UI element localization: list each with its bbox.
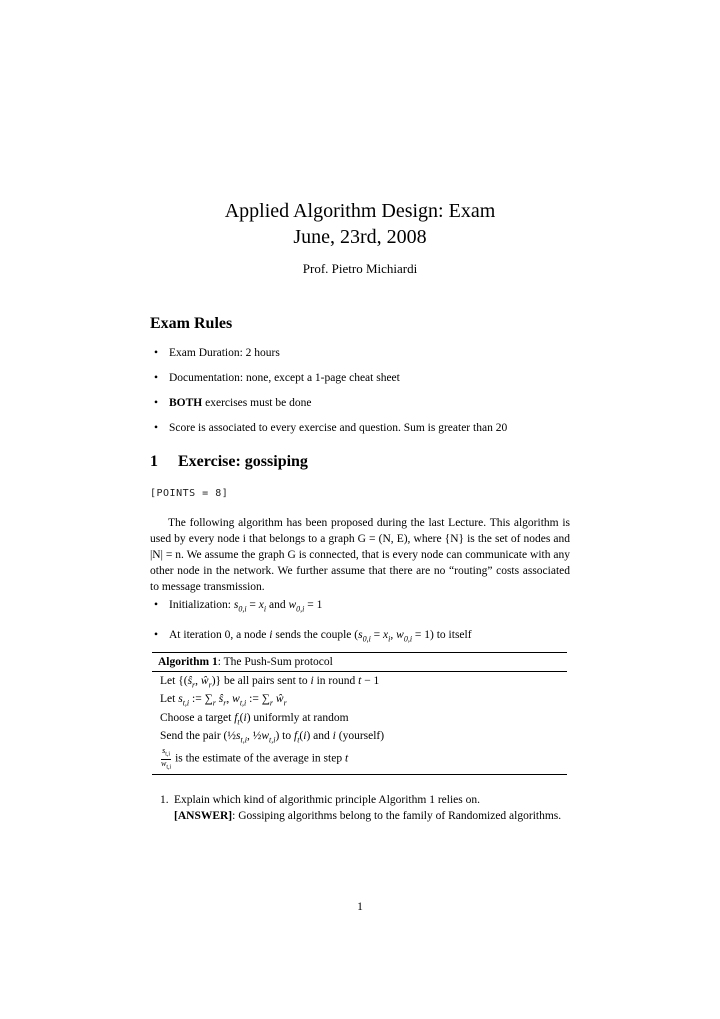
init-item [150,628,570,646]
bullet-icon: • [154,372,159,384]
algorithm-line: Let {($ŝ_r$, $ŵ_r$)} be all pairs sent to i in round t − 1 [160,675,380,690]
algorithm-body [152,672,567,775]
document-date: June, 23rd, 2008 [293,226,427,248]
init-item-text: At iteration 0, a node i sends the couple ($s_{0,i} = x_i$, $w_{0,i} = 1$) to itself [169,629,472,644]
question-number: 1. [160,794,169,806]
algorithm-caption: Algorithm 1: The Push-Sum protocol [152,653,567,672]
init-item [150,598,570,616]
page-number: 1 [357,901,363,913]
section-paragraph: The following algorithm has been proposed during the last Lecture. This algorithm is used by every node i that belongs to a graph G = (N, E), where {N} is the set of nodes and |N| = n. We assume the graph G is connected, that is every node can communicate with any other node in the network. We further assume that there are no “routing” costs associated to message transmission. [150,517,570,593]
algorithm-line: Let $s_{t,i}$ := $\sum_r$ $ŝ_r$, $w_{t,i}$ := $\sum_r$ $ŵ_r$ [160,693,287,708]
question-item [150,792,570,824]
document-title: Applied Algorithm Design: Exam [224,200,496,222]
bullet-icon: • [154,397,159,409]
points-label: [POINTS = 8] [150,488,229,499]
question-list [150,792,570,824]
bullet-icon: • [154,347,159,359]
exam-rule-item: • BOTH exercises must be done [154,397,312,409]
emphasis: BOTH [169,397,203,409]
section-heading [150,453,308,471]
section-number: 1 [150,453,158,470]
exam-rules-list [150,346,570,446]
algorithm-line: Send the pair ($\frac{1}{2}s_{t,i}$, $\frac{1}{2}w_{t,i}$) to $f_t(i)$ and i (yourself) [160,729,385,745]
initialization-list [150,598,570,659]
init-item-text: Initialization: $s_{0,i} = x_i$ and $w_{0,i} = 1$ [169,599,323,614]
answer-label: [ANSWER] [174,810,233,822]
bullet-icon: • [154,422,159,434]
algorithm-line: Choose a target $f_t(i)$ uniformly at random [160,711,349,726]
bullet-icon: • [154,629,159,642]
exam-rule-item: • Score is associated to every exercise and question. Sum is greater than 20 [154,422,508,434]
exam-rule-item: • Documentation: none, except a 1-page cheat sheet [154,372,400,384]
question-text: Explain which kind of algorithmic principle Algorithm 1 relies on. [174,794,480,806]
document-author: Prof. Pietro Michiardi [302,261,418,276]
algorithm-box [152,652,567,775]
algorithm-label: Algorithm 1 [158,656,218,668]
answer-text: : Gossiping algorithms belong to the family of Randomized algorithms. [232,810,562,822]
algorithm-line: $\frac{s_{t,i}}{w_{t,i}}$ is the estimate of the average in step t [161,746,349,771]
section-title: Exercise: gossiping [178,453,308,470]
bullet-icon: • [154,599,159,611]
exam-rules-heading: Exam Rules [150,315,233,332]
exam-rule-item: • Exam Duration: 2 hours [154,347,280,359]
